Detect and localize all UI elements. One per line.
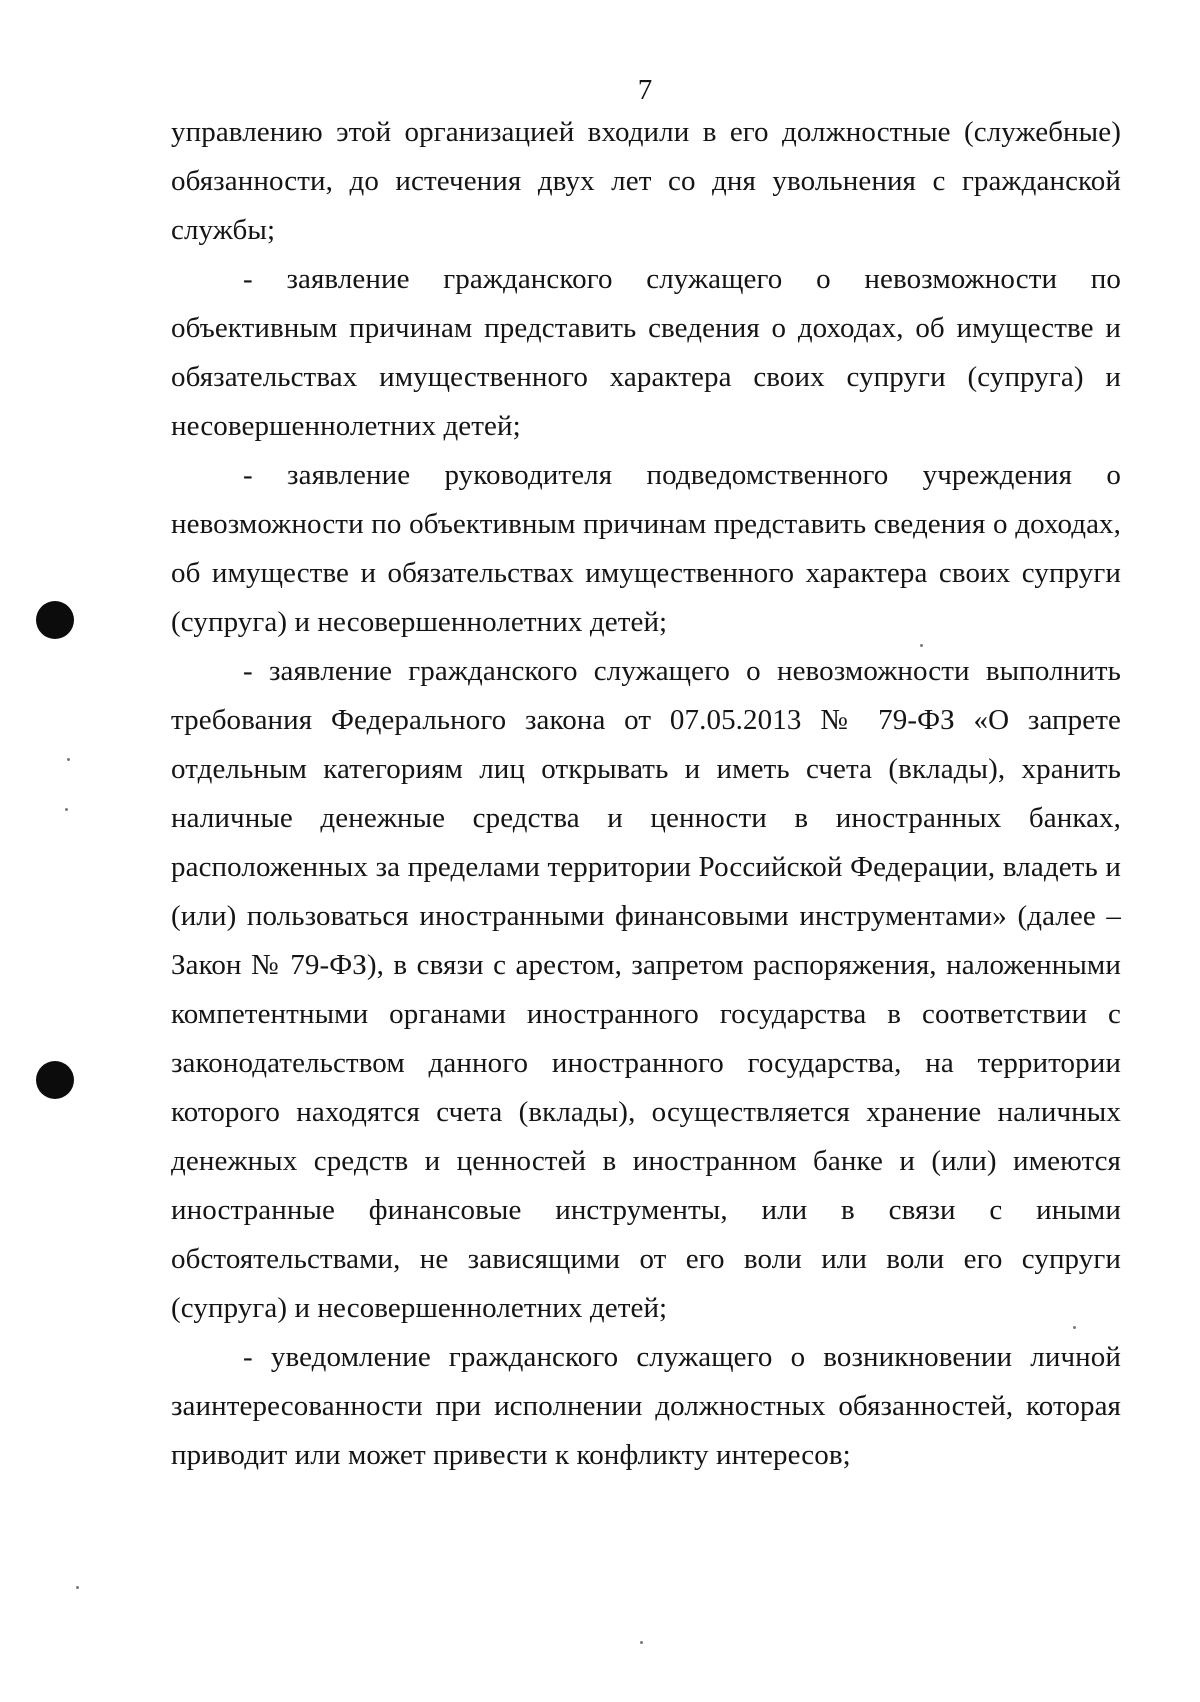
document-body — [171, 108, 1121, 1480]
scan-speck — [920, 644, 923, 647]
scan-speck — [1073, 1326, 1076, 1329]
scan-speck — [76, 1586, 79, 1589]
scan-speck — [67, 758, 70, 761]
punch-hole-mark — [36, 601, 74, 639]
punch-hole-mark — [36, 1061, 74, 1099]
scan-speck — [65, 808, 68, 811]
paragraph-head-statement-income: - заявление руководителя подведомственного учреждения о невозможности по объективным причинам представить сведения о доходах, об имуществе и обязательствах имущественного характера своих супруги (супруга) и несовершеннолетних детей; — [171, 459, 1121, 638]
page-number: 7 — [637, 74, 653, 106]
scan-speck — [640, 1641, 643, 1644]
paragraph-conflict-of-interest-notice: - уведомление гражданского служащего о возникновении личной заинтересованности при исполнении должностных обязанностей, которая приводит или может привести к конфликту интересов; — [171, 1341, 1121, 1471]
paragraph-continuation: управлению этой организацией входили в его должностные (служебные) обязанности, до истечения двух лет со дня увольнения с гражданской службы; — [171, 116, 1121, 246]
paragraph-employee-statement-income: - заявление гражданского служащего о невозможности по объективным причинам представить сведения о доходах, об имуществе и обязательствах имущественного характера своих супруги (супруга) и несовершеннолетних детей; — [171, 263, 1121, 442]
paragraph-employee-statement-law-79: - заявление гражданского служащего о невозможности выполнить требования Федерального закона от 07.05.2013 № 79-ФЗ «О запрете отдельным категориям лиц открывать и иметь счета (вклады), хранить наличные денежные средства и ценности в иностранных банках, расположенных за пределами территории Российской Федерации, владеть и (или) пользоваться иностранными финансовыми инструментами» (далее – Закон № 79-ФЗ), в связи с арестом, запретом распоряжения, наложенными компетентными органами иностранного государства в соответствии с законодательством данного иностранного государства, на территории которого находятся счета (вклады), осуществляется хранение наличных денежных средств и ценностей в иностранном банке и (или) имеются иностранные финансовые инструменты, или в связи с иными обстоятельствами, не зависящими от его воли или воли его супруги (супруга) и несовершеннолетних детей; — [171, 655, 1121, 1324]
